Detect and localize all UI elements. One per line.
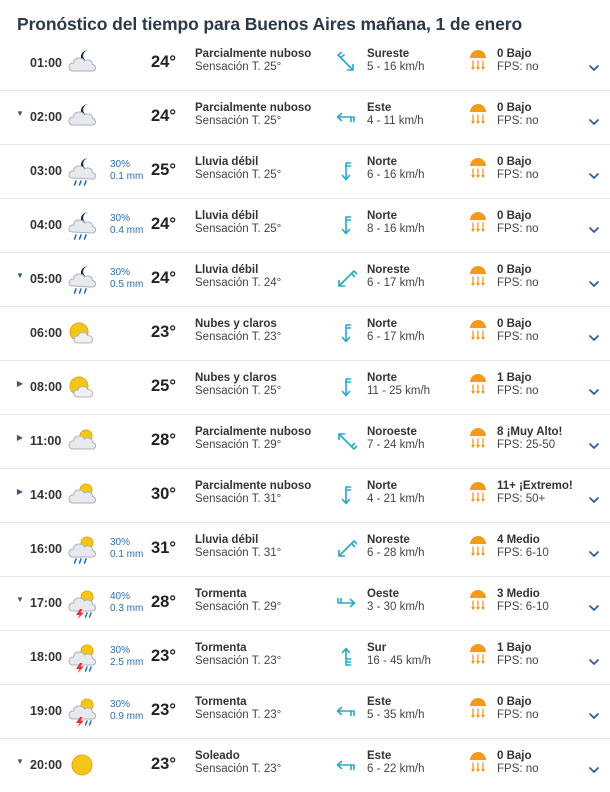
wind-southeast-icon [335,52,357,74]
weather-description: Tormenta [195,696,247,708]
temperature: 24° [151,269,176,287]
fps-label: FPS: 50+ [497,493,546,505]
expand-chevron-icon[interactable] [587,493,601,507]
wind-east-icon [335,700,357,722]
fps-label: FPS: no [497,169,539,181]
precip-amount: 0.3 mm [110,602,144,614]
weather-description: Lluvia débil [195,156,259,168]
expand-chevron-icon[interactable] [587,61,601,75]
forecast-row[interactable] [0,739,610,792]
weather-description: Lluvia débil [195,210,259,222]
fps-label: FPS: 6-10 [497,601,549,613]
feels-like: Sensación T. 31° [195,493,282,505]
uv-level: 11+ ¡Extremo! [497,480,573,492]
feels-like: Sensación T. 25° [195,385,282,397]
wind-direction: Sureste [367,48,410,60]
wind-speed: 6 - 16 km/h [367,169,425,181]
uv-level: 0 Bajo [497,318,532,330]
uv-icon [468,481,488,507]
partly-cloudy-day-icon [66,479,98,511]
precip-amount: 0.1 mm [110,548,144,560]
wind-direction: Este [367,696,392,708]
light-rain-night-icon [66,155,98,187]
precip-probability: 40% [110,591,131,602]
wind-north-icon [335,214,357,236]
temperature: 23° [151,323,176,341]
temperature: 23° [151,755,176,773]
hour-label: 17:00 [30,596,62,610]
forecast-row[interactable] [0,523,610,577]
temperature: 24° [151,53,176,71]
hour-label: 19:00 [30,704,62,718]
precip-probability: 30% [110,537,131,548]
caret-placeholder [16,650,24,658]
wind-direction: Norte [367,480,398,492]
expand-chevron-icon[interactable] [587,169,601,183]
expand-chevron-icon[interactable] [587,331,601,345]
hour-label: 06:00 [30,326,62,340]
uv-level: 1 Bajo [497,372,532,384]
feels-like: Sensación T. 24° [195,277,282,289]
forecast-row[interactable] [0,37,610,91]
fps-label: FPS: no [497,115,539,127]
light-rain-night-icon [66,263,98,295]
feels-like: Sensación T. 25° [195,115,282,127]
weather-description: Parcialmente nuboso [195,480,312,492]
hour-label: 14:00 [30,488,62,502]
temperature: 28° [151,593,176,611]
hour-label: 05:00 [30,272,62,286]
precipitation-info [110,591,143,614]
temperature: 25° [151,161,176,179]
sunny-icon [66,749,98,781]
weather-description: Tormenta [195,642,247,654]
hour-label: 16:00 [30,542,62,556]
uv-icon [468,49,488,75]
hour-label: 01:00 [30,56,62,70]
temperature: 23° [151,701,176,719]
feels-like: Sensación T. 23° [195,763,282,775]
expand-chevron-icon[interactable] [587,601,601,615]
feels-like: Sensación T. 25° [195,169,282,181]
precipitation-info [110,699,143,722]
uv-level: 0 Bajo [497,210,532,222]
temperature: 28° [151,431,176,449]
uv-level: 0 Bajo [497,48,532,60]
fps-label: FPS: no [497,61,539,73]
wind-direction: Norte [367,210,398,222]
wind-north-icon [335,322,357,344]
caret-placeholder [16,218,24,226]
feels-like: Sensación T. 23° [195,709,282,721]
precip-probability: 30% [110,213,131,224]
wind-northwest-icon [335,430,357,452]
thunderstorm-icon [66,641,98,673]
caret-placeholder [16,326,24,334]
light-rain-night-icon [66,209,98,241]
wind-northeast-icon [335,268,357,290]
temperature: 30° [151,485,176,503]
precip-probability: 30% [110,159,131,170]
wind-direction: Noreste [367,534,410,546]
wind-direction: Noreste [367,264,410,276]
uv-level: 4 Medio [497,534,540,546]
wind-direction: Noroeste [367,426,417,438]
uv-icon [468,373,488,399]
weather-description: Nubes y claros [195,318,277,330]
wind-direction: Este [367,102,392,114]
wind-direction: Oeste [367,588,399,600]
weather-description: Lluvia débil [195,534,259,546]
feels-like: Sensación T. 23° [195,331,282,343]
caret-right-icon[interactable]: ▶ [16,433,24,442]
wind-speed: 4 - 21 km/h [367,493,425,505]
fps-label: FPS: 25-50 [497,439,556,451]
hour-label: 03:00 [30,164,62,178]
fps-label: FPS: 6-10 [497,547,549,559]
caret-placeholder [16,56,24,64]
precip-probability: 30% [110,267,131,278]
temperature: 25° [151,377,176,395]
wind-south-icon [335,646,357,668]
wind-speed: 4 - 11 km/h [367,115,424,127]
caret-placeholder [16,542,24,550]
fps-label: FPS: no [497,655,539,667]
caret-right-icon[interactable]: ▶ [16,487,24,496]
feels-like: Sensación T. 23° [195,655,282,667]
wind-speed: 3 - 30 km/h [367,601,425,613]
uv-icon [468,535,488,561]
precip-probability: 30% [110,645,131,656]
feels-like: Sensación T. 29° [195,439,282,451]
expand-chevron-icon[interactable] [587,709,601,723]
wind-direction: Este [367,750,392,762]
temperature: 23° [151,647,176,665]
forecast-row[interactable] [0,199,610,253]
uv-level: 3 Medio [497,588,540,600]
precipitation-info [110,537,143,560]
weather-description: Parcialmente nuboso [195,48,312,60]
uv-icon [468,319,488,345]
fps-label: FPS: no [497,763,539,775]
hour-label: 04:00 [30,218,62,232]
forecast-row[interactable] [0,361,610,415]
forecast-row[interactable] [0,685,610,739]
partly-cloudy-night-icon [66,47,98,79]
weather-description: Lluvia débil [195,264,259,276]
sun-clouds-icon [66,317,98,349]
uv-icon [468,751,488,777]
forecast-row[interactable] [0,469,610,523]
caret-down-icon[interactable]: ▼ [16,271,24,280]
wind-north-icon [335,160,357,182]
uv-icon [468,643,488,669]
weather-description: Parcialmente nuboso [195,426,312,438]
wind-direction: Norte [367,156,398,168]
weather-description: Parcialmente nuboso [195,102,312,114]
precipitation-info [110,213,143,236]
feels-like: Sensación T. 29° [195,601,282,613]
wind-east-icon [335,754,357,776]
wind-direction: Norte [367,318,398,330]
expand-chevron-icon[interactable] [587,223,601,237]
caret-placeholder [16,164,24,172]
precip-probability: 30% [110,699,131,710]
wind-speed: 6 - 17 km/h [367,331,425,343]
precip-amount: 0.9 mm [110,710,144,722]
expand-chevron-icon[interactable] [587,385,601,399]
forecast-row[interactable] [0,253,610,307]
wind-direction: Sur [367,642,387,654]
forecast-row[interactable] [0,91,610,145]
uv-icon [468,265,488,291]
uv-level: 0 Bajo [497,264,532,276]
wind-speed: 7 - 24 km/h [367,439,425,451]
wind-direction: Norte [367,372,398,384]
fps-label: FPS: no [497,385,539,397]
expand-chevron-icon[interactable] [587,763,601,777]
temperature: 24° [151,107,176,125]
forecast-row[interactable] [0,577,610,631]
wind-speed: 8 - 16 km/h [367,223,425,235]
uv-icon [468,427,488,453]
hour-label: 18:00 [30,650,62,664]
wind-northeast-icon [335,538,357,560]
uv-icon [468,103,488,129]
precip-amount: 0.1 mm [110,170,144,182]
hour-label: 20:00 [30,758,62,772]
fps-label: FPS: no [497,277,539,289]
partly-cloudy-night-icon [66,101,98,133]
expand-chevron-icon[interactable] [587,439,601,453]
forecast-row[interactable] [0,415,610,469]
sun-clouds-icon [66,371,98,403]
feels-like: Sensación T. 25° [195,61,282,73]
expand-chevron-icon[interactable] [587,547,601,561]
uv-level: 0 Bajo [497,102,532,114]
expand-chevron-icon[interactable] [587,277,601,291]
fps-label: FPS: no [497,331,539,343]
wind-speed: 5 - 35 km/h [367,709,425,721]
page-title: Pronóstico del tiempo para Buenos Aires mañana, 1 de enero [17,14,523,34]
uv-icon [468,697,488,723]
wind-west-icon [335,592,357,614]
uv-icon [468,589,488,615]
caret-down-icon[interactable]: ▼ [16,109,24,118]
uv-level: 0 Bajo [497,750,532,762]
temperature: 24° [151,215,176,233]
wind-north-icon [335,484,357,506]
uv-level: 8 ¡Muy Alto! [497,426,563,438]
expand-chevron-icon[interactable] [587,655,601,669]
expand-chevron-icon[interactable] [587,115,601,129]
wind-north-icon [335,376,357,398]
uv-level: 0 Bajo [497,696,532,708]
uv-level: 1 Bajo [497,642,532,654]
uv-icon [468,211,488,237]
forecast-row[interactable] [0,145,610,199]
light-rain-day-icon [66,533,98,565]
hourly-forecast-list [0,37,610,792]
caret-down-icon[interactable]: ▼ [16,757,24,766]
temperature: 31° [151,539,176,557]
wind-speed: 6 - 17 km/h [367,277,425,289]
hour-label: 08:00 [30,380,62,394]
uv-icon [468,157,488,183]
weather-description: Nubes y claros [195,372,277,384]
wind-speed: 5 - 16 km/h [367,61,425,73]
precip-amount: 0.5 mm [110,278,144,290]
wind-speed: 11 - 25 km/h [367,385,431,397]
weather-description: Soleado [195,750,240,762]
feels-like: Sensación T. 31° [195,547,282,559]
thunderstorm-icon [66,695,98,727]
hour-label: 11:00 [30,434,62,448]
wind-speed: 16 - 45 km/h [367,655,431,667]
wind-speed: 6 - 28 km/h [367,547,425,559]
caret-placeholder [16,704,24,712]
precip-amount: 2.5 mm [110,656,144,668]
fps-label: FPS: no [497,223,539,235]
precip-amount: 0.4 mm [110,224,144,236]
wind-east-icon [335,106,357,128]
precipitation-info [110,159,143,182]
uv-level: 0 Bajo [497,156,532,168]
weather-description: Tormenta [195,588,247,600]
wind-speed: 6 - 22 km/h [367,763,425,775]
precipitation-info [110,645,143,668]
precipitation-info [110,267,143,290]
caret-down-icon[interactable]: ▼ [16,595,24,604]
forecast-row[interactable] [0,631,610,685]
caret-right-icon[interactable]: ▶ [16,379,24,388]
fps-label: FPS: no [497,709,539,721]
feels-like: Sensación T. 25° [195,223,282,235]
hour-label: 02:00 [30,110,62,124]
forecast-row[interactable] [0,307,610,361]
partly-cloudy-day-icon [66,425,98,457]
thunderstorm-icon [66,587,98,619]
